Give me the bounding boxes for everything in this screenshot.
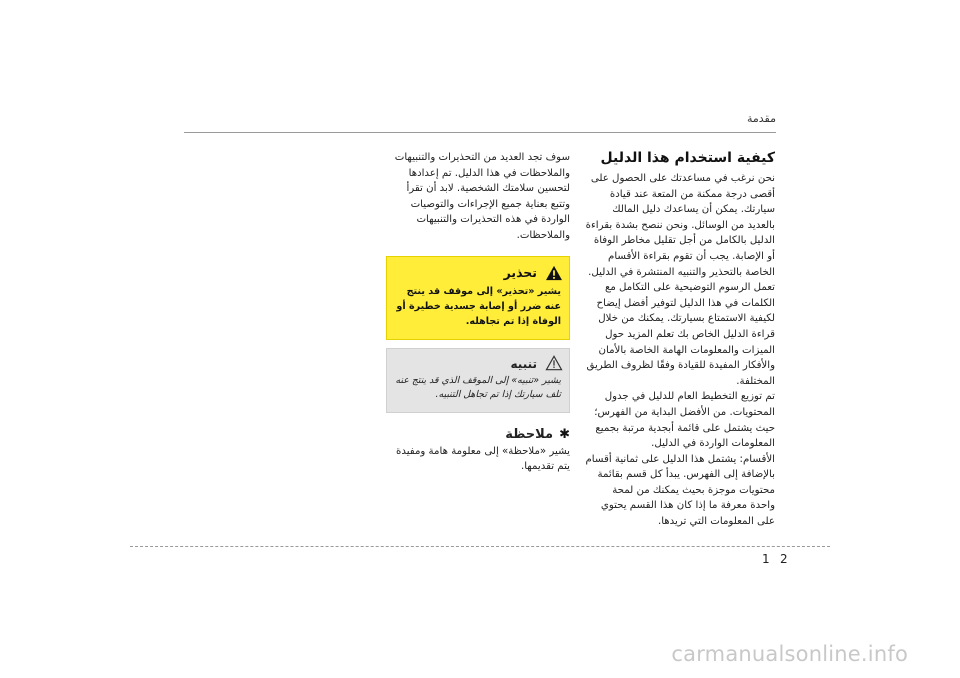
section-header: مقدمة: [746, 112, 776, 125]
caution-text: يشير «تنبيه» إلى الموقف الذي قد ينتج عنه تلف سيارتك إذا تم تجاهل التنبيه.: [395, 374, 561, 401]
note-text: يشير «ملاحظة» إلى معلومة هامة ومفيدة يتم تقديمها.: [396, 445, 570, 472]
header-divider: [184, 132, 776, 133]
paragraph-intro: نحن نرغب في مساعدتك على الحصول على أقصى درجة ممكنة من المتعة عند قيادة سيارتك. يمكن أن يساعدك دليل المالك بالعديد من الوسائل. ونحن ننصح بشدة بقراءة الدليل بالكامل من أجل تقليل مخاطر الوفاة أو الإصابة. يجب أن تقوم بقراءة الأقسام الخاصة بالتحذير والتنبيه المنتشرة في الدليل.: [585, 173, 775, 278]
caution-title: تنبيه: [510, 356, 537, 371]
note-title: ملاحظة: [505, 426, 554, 442]
paragraph-layout: تم توزيع التخطيط العام للدليل في جدول المحتويات. من الأفضل البداية من الفهرس؛ حيث يشتمل على قائمة أبجدية مرتبة بجميع المعلومات الواردة في الدليل.: [594, 391, 775, 450]
paragraph-warnings-intro: سوف تجد العديد من التحذيرات والتنبيهات والملاحظات في هذا الدليل. تم إعدادها لتحسين سلامتك الشخصية. لابد أن تقرأ وتتبع بعناية جميع الإجراءات والتوصيات الواردة في هذه التحذيرات والتنبيهات والملاحظات.: [394, 152, 570, 241]
watermark: carmanualsonline.info: [671, 642, 908, 666]
page-title: كيفية استخدام هذا الدليل: [600, 150, 775, 166]
left-column: [386, 150, 570, 474]
page-number: 2: [780, 552, 788, 566]
caution-box: [386, 348, 570, 413]
warning-title: تحذير: [503, 264, 537, 280]
note-heading: [386, 427, 570, 442]
page-section-number: 1: [762, 552, 770, 566]
warning-triangle-icon: [545, 265, 563, 281]
caution-triangle-icon: [545, 355, 563, 371]
footer-divider: [130, 546, 830, 547]
warning-box: [386, 256, 570, 340]
asterisk-icon: ✱: [559, 426, 570, 442]
warning-text: يشير «تحذير» إلى موقف قد ينتج عنه ضرر أو إصابة جسدية خطيرة أو الوفاة إذا تم تجاهله.: [396, 285, 561, 327]
right-column: [585, 150, 775, 530]
paragraph-illustrations: تعمل الرسوم التوضيحية على التكامل مع الكلمات في هذا الدليل لتوفير أفضل إيضاح لكيفية الاستمتاع بسيارتك. يمكنك من خلال قراءة الدليل الخاص بك تعلم المزيد حول الميزات والمعلومات الهامة الخاصة بالأمان والأفكار المفيدة للقيادة وفقًا لظروف الطريق المختلفة.: [586, 282, 775, 387]
paragraph-sections: الأقسام: يشتمل هذا الدليل على ثمانية أقسام بالإضافة إلى الفهرس. يبدأ كل قسم بقائمة محتويات موجزة بحيث يمكنك من لمحة واحدة معرفة ما إذا كان هذا القسم يحتوي على المعلومات التي تريدها.: [585, 453, 775, 528]
